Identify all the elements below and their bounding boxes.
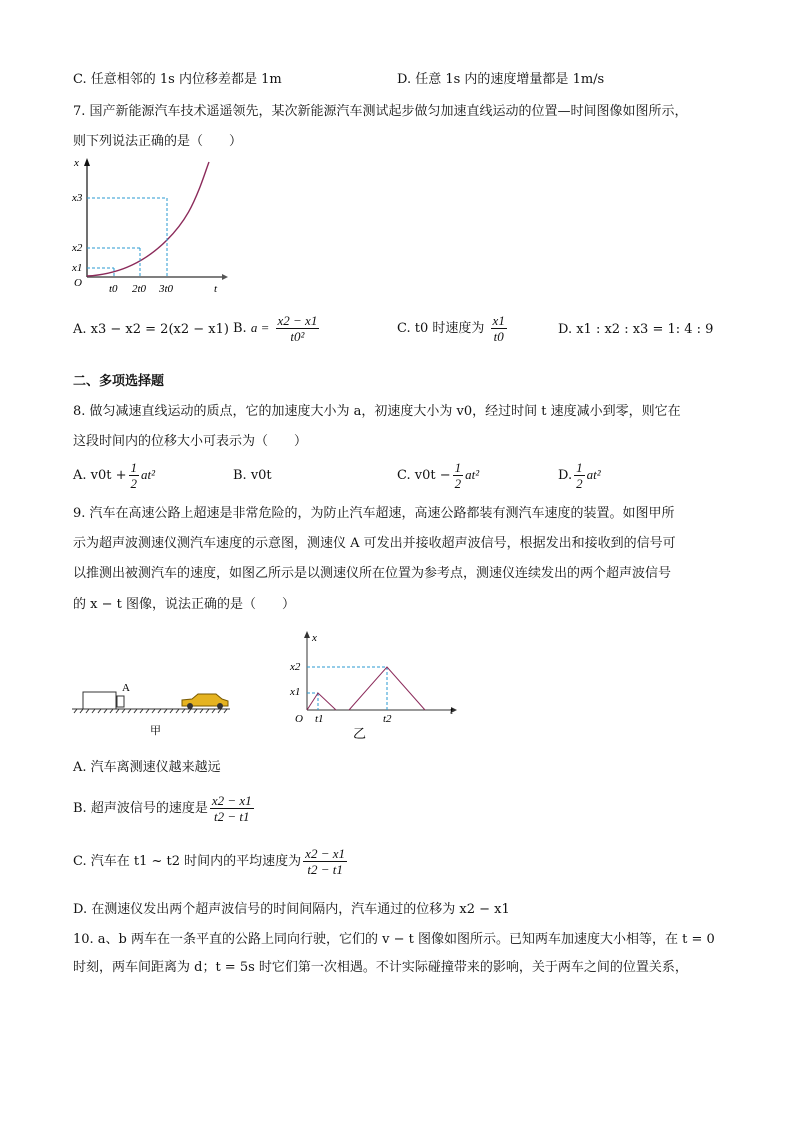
text: A. v0t + bbox=[73, 468, 127, 483]
q8-stem-1: 8. 做匀减速直线运动的质点，它的加速度大小为 a，初速度大小为 v0，经过时间 t 速度减小到零，则它在 bbox=[73, 404, 681, 419]
den: t2 − t1 bbox=[307, 862, 343, 877]
num: x2 − x1 bbox=[277, 313, 318, 328]
fraction bbox=[303, 846, 347, 877]
tick-t1: t1 bbox=[315, 713, 324, 725]
tick-x1: x1 bbox=[290, 686, 301, 698]
fraction bbox=[574, 460, 585, 491]
tick-x1: x1 bbox=[72, 262, 83, 274]
axis-label-x: x bbox=[312, 632, 317, 644]
axis-label-t: t bbox=[450, 705, 454, 717]
tick-t2: t2 bbox=[383, 713, 392, 725]
tick-t0: t0 bbox=[109, 283, 118, 295]
q7-xt-graph bbox=[62, 152, 232, 297]
q7-option-b bbox=[233, 313, 321, 344]
label: C. bbox=[397, 321, 411, 336]
q9-option-a: A. 汽车离测速仪越来越远 bbox=[73, 760, 221, 775]
q9-option-c bbox=[73, 846, 349, 877]
q7-option-a: A. x3 − x2 = 2(x2 − x1) bbox=[73, 322, 229, 337]
q9-option-b bbox=[73, 793, 256, 824]
q7-option-d: D. x1 : x2 : x3 = 1: 4 : 9 bbox=[558, 322, 714, 337]
q9-stem-4: 的 x − t 图像，说法正确的是（ ） bbox=[73, 597, 295, 612]
den: 2 bbox=[130, 476, 138, 491]
num: 1 bbox=[576, 460, 583, 475]
fraction bbox=[453, 460, 464, 491]
q7-stem-2: 则下列说法正确的是（ ） bbox=[73, 134, 243, 149]
q9-xt-graph-yi bbox=[285, 628, 465, 743]
tick-x2: x2 bbox=[290, 661, 301, 673]
q8-option-d bbox=[558, 460, 601, 491]
tick-x3: x3 bbox=[72, 192, 83, 204]
tick-3t0: 3t0 bbox=[159, 283, 174, 295]
text: at² bbox=[586, 467, 601, 482]
q6-option-c: C. 任意相邻的 1s 内位移差都是 1m bbox=[73, 72, 282, 87]
car-icon bbox=[182, 694, 228, 709]
fraction bbox=[129, 460, 140, 491]
text: B. 超声波信号的速度是 bbox=[73, 801, 208, 816]
label: B. bbox=[233, 321, 247, 336]
axis-label-x: x bbox=[74, 157, 79, 169]
num: 1 bbox=[454, 460, 462, 475]
q9-stem-2: 示为超声波测速仪测汽车速度的示意图，测速仪 A 可发出并接收超声波信号，根据发出和接收到的信号可 bbox=[73, 536, 676, 551]
q6-option-d: D. 任意 1s 内的速度增量都是 1m/s bbox=[397, 72, 605, 87]
q10-stem-1: 10. a、b 两车在一条平直的公路上同向行驶，它们的 v − t 图像如图所示。已知两车加速度大小相等，在 t = 0 bbox=[73, 932, 715, 947]
fraction bbox=[491, 313, 507, 344]
label-a: A bbox=[122, 682, 130, 694]
q8-option-b: B. v0t bbox=[233, 468, 272, 483]
den: t2 − t1 bbox=[213, 809, 250, 824]
q9-option-d: D. 在测速仪发出两个超声波信号的时间间隔内，汽车通过的位移为 x2 − x1 bbox=[73, 902, 510, 917]
caption-yi: 乙 bbox=[353, 726, 367, 741]
text: t0 时速度为 bbox=[414, 321, 485, 336]
text: D. bbox=[558, 468, 573, 483]
tick-x2: x2 bbox=[72, 242, 83, 254]
text: at² bbox=[465, 467, 480, 482]
axis-label-t: t bbox=[214, 283, 218, 295]
q9-stem-1: 9. 汽车在高速公路上超速是非常危险的，为防止汽车超速，高速公路都装有测汽车速度的装置。如图甲所 bbox=[73, 506, 675, 521]
q7-stem-1: 7. 国产新能源汽车技术遥遥领先，某次新能源汽车测试起步做匀加速直线运动的位置—时间图像如图所示， bbox=[73, 104, 688, 119]
den: t0² bbox=[290, 329, 305, 344]
text: at² bbox=[141, 467, 156, 482]
fraction bbox=[276, 313, 320, 344]
lhs: a = bbox=[250, 320, 270, 335]
q8-option-c bbox=[397, 460, 479, 491]
q9-figure-jia bbox=[70, 675, 240, 745]
num: x2 − x1 bbox=[305, 846, 345, 861]
den: 2 bbox=[576, 476, 583, 491]
den: 2 bbox=[454, 476, 462, 491]
q8-stem-2: 这段时间内的位移大小可表示为（ ） bbox=[73, 434, 308, 449]
text: C. v0t − bbox=[397, 468, 451, 483]
q9-stem-3: 以推测出被测汽车的速度，如图乙所示是以测速仪所在位置为参考点，测速仪连续发出的两个超声波信号 bbox=[73, 566, 672, 581]
tick-2t0: 2t0 bbox=[132, 283, 147, 295]
num: x1 bbox=[492, 313, 505, 328]
q10-stem-2: 时刻，两车间距离为 d；t = 5s 时它们第一次相遇。不计实际碰撞带来的影响，关于两车之间的位置关系， bbox=[73, 960, 688, 975]
num: 1 bbox=[130, 460, 138, 475]
origin-label: O bbox=[295, 713, 303, 725]
q7-option-c bbox=[397, 313, 509, 344]
text: C. 汽车在 t1 ~ t2 时间内的平均速度为 bbox=[73, 854, 302, 869]
q8-option-a bbox=[73, 460, 155, 491]
den: t0 bbox=[493, 329, 504, 344]
section-heading: 二、多项选择题 bbox=[73, 374, 165, 389]
caption-jia: 甲 bbox=[150, 725, 161, 737]
origin-label: O bbox=[74, 277, 82, 289]
fraction bbox=[210, 793, 254, 824]
num: x2 − x1 bbox=[211, 793, 252, 808]
